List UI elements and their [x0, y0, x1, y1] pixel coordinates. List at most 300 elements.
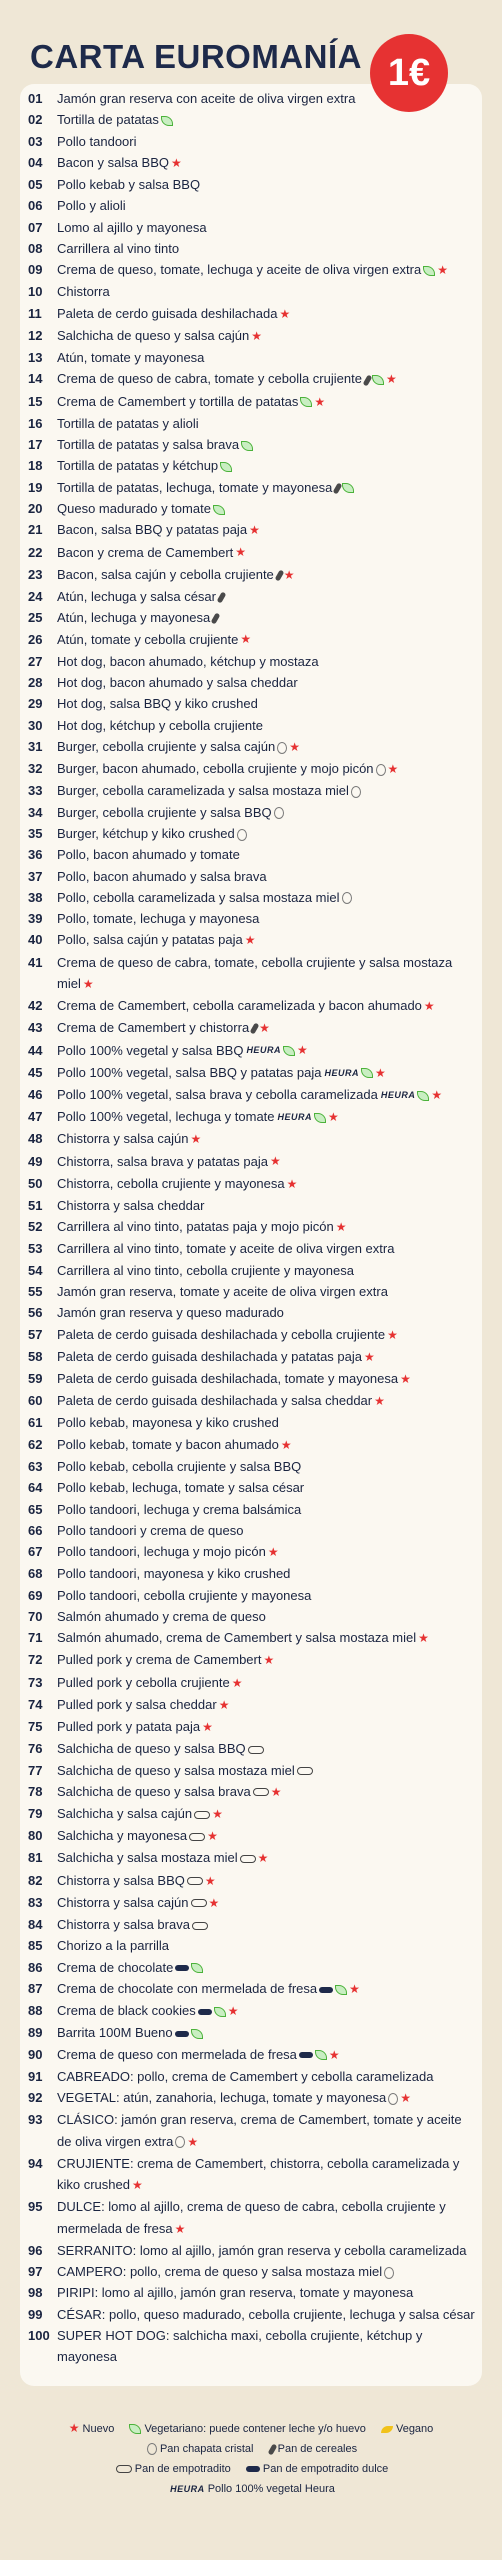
- item-label: Salmón ahumado y crema de queso: [57, 1608, 266, 1624]
- item-text: [57, 1084, 478, 1106]
- item-number: 94: [28, 2155, 43, 2171]
- item-label: Carrillera al vino tinto, tomate y aceite de oliva virgen extra: [57, 1241, 395, 1257]
- item-number: 10: [28, 284, 43, 300]
- menu-item: [28, 1084, 478, 1106]
- item-label: Crema de Camembert y tortilla de patatas: [57, 393, 299, 409]
- item-number: 51: [28, 1197, 43, 1213]
- menu-item: [28, 1892, 478, 1914]
- item-text: [57, 1195, 478, 1216]
- item-label: Chorizo a la parrilla: [57, 1938, 169, 1954]
- star-icon: ★: [68, 2421, 80, 2435]
- item-text: [57, 1173, 478, 1195]
- item-label: Carrillera al vino tinto: [57, 240, 180, 256]
- menu-item: [28, 929, 478, 951]
- bread-empotradito-icon: [191, 1899, 207, 1907]
- item-label: Tortilla de patatas y alioli: [57, 415, 199, 431]
- bread-empotradito-sweet-icon: [299, 2052, 313, 2058]
- legend-vegan-label: Vegano: [395, 2423, 434, 2435]
- menu-item: [28, 2153, 478, 2197]
- menu-item: [28, 542, 478, 564]
- item-number: 39: [28, 911, 43, 927]
- item-text: [57, 519, 478, 541]
- item-number: 92: [28, 2090, 43, 2106]
- item-number: 76: [28, 1741, 43, 1757]
- menu-item: [28, 2066, 478, 2087]
- item-label: Crema de black cookies: [57, 2003, 196, 2019]
- item-label: Pulled pork y salsa cheddar: [57, 1696, 217, 1712]
- menu-item: [28, 131, 478, 152]
- item-text: [57, 303, 478, 325]
- item-text: [57, 564, 478, 586]
- item-text: [57, 391, 478, 413]
- item-label: Chistorra y salsa cheddar: [57, 1197, 205, 1213]
- item-label: Pollo kebab, lechuga, tomate y salsa césar: [57, 1480, 305, 1496]
- leaf-icon: [241, 441, 253, 451]
- item-text: [57, 1541, 478, 1563]
- item-number: 14: [28, 371, 43, 387]
- item-number: 25: [28, 610, 43, 626]
- legend-new-label: Nuevo: [82, 2423, 115, 2435]
- item-text: [57, 88, 478, 109]
- item-label: Chistorra y salsa cajún: [57, 1131, 189, 1147]
- menu-item: [28, 477, 478, 498]
- item-label: Atún, tomate y mayonesa: [57, 350, 205, 366]
- bread-chapata-icon: [237, 829, 247, 841]
- legend-cereales: [267, 2443, 358, 2455]
- item-number: 09: [28, 262, 43, 278]
- star-icon: ★: [314, 394, 326, 409]
- item-text: [57, 1914, 478, 1935]
- item-label: Salchicha de queso y salsa cajún: [57, 327, 250, 343]
- item-label: Pollo tandoori, lechuga y crema balsámica: [57, 1501, 302, 1517]
- item-text: [57, 844, 478, 865]
- bread-cereal-icon: [333, 482, 343, 494]
- item-label: CLÁSICO: jamón gran reserva, crema de Camembert, tomate y aceite de oliva virgen extra: [57, 2112, 462, 2149]
- star-icon: ★: [231, 1675, 243, 1690]
- item-number: 97: [28, 2264, 43, 2280]
- star-icon: ★: [257, 1851, 269, 1866]
- item-text: [57, 1412, 478, 1433]
- menu-item: [28, 2000, 478, 2022]
- item-text: [57, 736, 478, 758]
- item-text: [57, 1563, 478, 1584]
- item-number: 74: [28, 1696, 43, 1712]
- item-number: 46: [28, 1086, 43, 1102]
- star-icon: ★: [423, 999, 435, 1014]
- item-text: [57, 152, 478, 174]
- menu-item: [28, 564, 478, 586]
- item-number: 77: [28, 1762, 43, 1778]
- item-label: CÉSAR: pollo, queso madurado, cebolla crujiente, lechuga y salsa césar: [57, 2306, 475, 2322]
- menu-item: [28, 1128, 478, 1150]
- item-number: 75: [28, 1719, 43, 1735]
- item-label: Crema de chocolate con mermelada de fresa: [57, 1980, 318, 1996]
- item-text: [57, 259, 478, 281]
- item-label: Chistorra: [57, 284, 110, 300]
- menu-item: [28, 2325, 478, 2368]
- item-label: Salchicha y salsa mostaza miel: [57, 1850, 238, 1866]
- item-number: 73: [28, 1674, 43, 1690]
- item-number: 02: [28, 112, 43, 128]
- item-number: 20: [28, 501, 43, 517]
- item-number: 35: [28, 825, 43, 841]
- star-icon: ★: [375, 1065, 386, 1080]
- star-icon: ★: [431, 1087, 443, 1102]
- item-label: Tortilla de patatas, lechuga, tomate y mayonesa: [57, 479, 333, 495]
- bread-chapata-icon: [342, 892, 352, 904]
- item-text: [57, 1803, 478, 1825]
- item-text: [57, 1281, 478, 1302]
- item-text: [57, 1062, 478, 1084]
- menu-item: [28, 1935, 478, 1956]
- item-label: Pollo kebab, mayonesa y kiko crushed: [57, 1415, 279, 1431]
- item-number: 70: [28, 1608, 43, 1624]
- item-text: [57, 1017, 478, 1039]
- item-label: Pollo, tomate, lechuga y mayonesa: [57, 911, 260, 927]
- item-number: 89: [28, 2025, 43, 2041]
- item-number: 05: [28, 177, 43, 193]
- leaf-icon: [423, 266, 435, 276]
- item-number: 65: [28, 1501, 43, 1517]
- item-text: [57, 2000, 478, 2022]
- item-number: 87: [28, 1980, 43, 1996]
- star-icon: ★: [418, 1631, 429, 1646]
- menu-item: [28, 1738, 478, 1759]
- item-number: 54: [28, 1262, 43, 1278]
- leaf-icon: [213, 505, 225, 515]
- star-icon: ★: [335, 1220, 347, 1235]
- star-icon: ★: [286, 1176, 298, 1191]
- item-label: Bacon y salsa BBQ: [57, 154, 169, 170]
- item-number: 37: [28, 868, 43, 884]
- item-label: SUPER HOT DOG: salchicha maxi, cebolla crujiente, kétchup y mayonesa: [57, 2328, 423, 2365]
- menu-item: [28, 413, 478, 434]
- item-text: [57, 629, 478, 651]
- star-icon: ★: [385, 372, 397, 387]
- item-number: 23: [28, 566, 43, 582]
- item-number: 38: [28, 889, 43, 905]
- star-icon: ★: [235, 545, 247, 560]
- star-icon: ★: [289, 739, 300, 754]
- item-number: 08: [28, 240, 43, 256]
- item-text: [57, 1627, 478, 1649]
- item-label: Pollo 100% vegetal, salsa BBQ y patatas paja: [57, 1064, 322, 1080]
- item-text: [57, 1368, 478, 1390]
- item-label: Chistorra y salsa cajún: [57, 1894, 189, 1910]
- item-text: [57, 434, 478, 455]
- item-number: 45: [28, 1064, 43, 1080]
- item-label: Pollo tandoori: [57, 133, 137, 149]
- menu-item: [28, 2196, 478, 2240]
- legend-empotradito-label: Pan de empotradito: [134, 2463, 231, 2475]
- menu-item: [28, 1499, 478, 1520]
- menu-item: [28, 1434, 478, 1456]
- item-text: [57, 607, 478, 628]
- star-icon: ★: [171, 155, 182, 170]
- item-number: 03: [28, 133, 43, 149]
- item-label: Pollo, bacon ahumado y tomate: [57, 847, 240, 863]
- item-text: [57, 1390, 478, 1412]
- menu-item: [28, 952, 478, 996]
- item-label: Burger, cebolla caramelizada y salsa mostaza miel: [57, 783, 349, 799]
- item-text: [57, 1238, 478, 1259]
- leaf-icon: [342, 483, 354, 493]
- item-text: [57, 952, 478, 996]
- star-icon: ★: [400, 1371, 411, 1386]
- item-text: [57, 2087, 478, 2109]
- item-label: Jamón gran reserva y queso madurado: [57, 1305, 284, 1321]
- item-number: 15: [28, 393, 43, 409]
- star-icon: ★: [187, 2134, 199, 2149]
- item-label: Pulled pork y crema de Camembert: [57, 1652, 262, 1668]
- item-text: [57, 174, 478, 195]
- bread-empotradito-icon: [192, 1922, 208, 1930]
- item-label: Burger, bacon ahumado, cebolla crujiente y mojo picón: [57, 761, 374, 777]
- item-label: Pollo kebab, tomate y bacon ahumado: [57, 1436, 279, 1452]
- star-icon: ★: [212, 1806, 223, 1821]
- menu-item: [28, 217, 478, 238]
- bread-cereal-icon: [274, 569, 284, 581]
- item-label: Carrillera al vino tinto, patatas paja y mojo picón: [57, 1219, 334, 1235]
- item-text: [57, 1151, 478, 1173]
- item-number: 40: [28, 932, 43, 948]
- bread-empotradito-icon: [194, 1811, 210, 1819]
- item-number: 66: [28, 1522, 43, 1538]
- item-number: 95: [28, 2199, 43, 2215]
- item-label: Atún, lechuga y salsa césar: [57, 588, 216, 604]
- item-text: [57, 1847, 478, 1869]
- item-label: Paleta de cerdo guisada deshilachada, tomate y mayonesa: [57, 1371, 399, 1387]
- bread-empotradito-sweet-icon: [175, 2031, 189, 2037]
- star-icon: ★: [400, 2091, 412, 2106]
- page-title: CARTA EUROMANÍA: [30, 38, 362, 75]
- item-label: Paleta de cerdo guisada deshilachada y salsa cheddar: [57, 1393, 373, 1409]
- item-number: 28: [28, 675, 43, 691]
- item-label: Chistorra, salsa brava y patatas paja: [57, 1153, 268, 1169]
- menu-item: [28, 1694, 478, 1716]
- legend-cereales-label: Pan de cereales: [277, 2443, 358, 2455]
- menu-item: [28, 1563, 478, 1584]
- item-text: [57, 2044, 478, 2066]
- star-icon: ★: [202, 1719, 213, 1734]
- item-label: Jamón gran reserva con aceite de oliva virgen extra: [57, 91, 356, 106]
- item-text: [57, 1935, 478, 1956]
- item-label: Tortilla de patatas y salsa brava: [57, 437, 240, 453]
- menu-item: [28, 1477, 478, 1498]
- item-text: [57, 1585, 478, 1606]
- item-label: Crema de queso, tomate, lechuga y aceite de oliva virgen extra: [57, 262, 422, 278]
- menu-item: [28, 238, 478, 259]
- menu-item: [28, 2087, 478, 2109]
- menu-item: [28, 1978, 478, 2000]
- item-label: Burger, cebolla crujiente y salsa cajún: [57, 738, 276, 754]
- star-icon: ★: [387, 762, 399, 777]
- legend-new: [69, 2423, 115, 2435]
- item-text: [57, 1128, 478, 1150]
- item-number: 32: [28, 761, 43, 777]
- item-label: Paleta de cerdo guisada deshilachada y patatas paja: [57, 1348, 362, 1364]
- star-icon: ★: [328, 2047, 340, 2062]
- item-number: 24: [28, 588, 43, 604]
- menu-item: [28, 455, 478, 476]
- item-number: 57: [28, 1326, 43, 1342]
- price-badge: 1€: [370, 34, 448, 112]
- heura-logo-icon: HEURA: [380, 1089, 416, 1100]
- item-number: 48: [28, 1131, 43, 1147]
- item-label: Atún, lechuga y mayonesa: [57, 610, 211, 626]
- item-text: [57, 281, 478, 302]
- item-text: [57, 651, 478, 672]
- item-text: [57, 413, 478, 434]
- item-label: Pollo, bacon ahumado y salsa brava: [57, 868, 267, 884]
- menu-item: [28, 1062, 478, 1084]
- item-number: 71: [28, 1630, 43, 1646]
- leaf-icon: [372, 375, 384, 385]
- item-text: [57, 1649, 478, 1671]
- item-label: SERRANITO: lomo al ajillo, jamón gran reserva y cebolla caramelizada: [57, 2242, 467, 2258]
- item-text: [57, 2282, 478, 2303]
- star-icon: ★: [227, 2004, 239, 2019]
- menu-item: [28, 88, 478, 109]
- star-icon: ★: [280, 1437, 292, 1452]
- menu-item: [28, 1585, 478, 1606]
- legend-chapata-label: Pan chapata cristal: [159, 2443, 254, 2455]
- star-icon: ★: [174, 2221, 186, 2236]
- item-number: 47: [28, 1109, 43, 1125]
- item-number: 43: [28, 1020, 43, 1036]
- item-label: Pollo tandoori, cebolla crujiente y mayonesa: [57, 1587, 312, 1603]
- item-label: Salchicha de queso y salsa BBQ: [57, 1741, 246, 1757]
- menu-item: [28, 1760, 478, 1781]
- star-icon: ★: [283, 567, 295, 582]
- menu-item: [28, 780, 478, 801]
- menu-item: [28, 1238, 478, 1259]
- item-label: Jamón gran reserva, tomate y aceite de oliva virgen extra: [57, 1284, 388, 1300]
- bread-empotradito-icon: [297, 1767, 313, 1775]
- item-label: DULCE: lomo al ajillo, crema de queso de cabra, cebolla crujiente y mermelada de fresa: [57, 2199, 446, 2236]
- bread-empotradito-sweet-icon: [198, 2009, 212, 2015]
- item-number: 63: [28, 1458, 43, 1474]
- item-label: Barrita 100M Bueno: [57, 2025, 173, 2041]
- item-text: [57, 1302, 478, 1323]
- item-label: VEGETAL: atún, zanahoria, lechuga, tomate y mayonesa: [57, 2090, 387, 2106]
- menu-item: [28, 651, 478, 672]
- item-number: 29: [28, 696, 43, 712]
- item-label: Salchicha de queso y salsa mostaza miel: [57, 1762, 295, 1778]
- bread-empotradito-icon: [116, 2465, 132, 2473]
- item-text: [57, 1870, 478, 1892]
- star-icon: ★: [131, 2178, 143, 2193]
- item-number: 100: [28, 2328, 50, 2344]
- item-number: 44: [28, 1042, 43, 1058]
- menu-item: [28, 736, 478, 758]
- menu-item: [28, 109, 478, 130]
- item-text: [57, 542, 478, 564]
- item-label: Pollo 100% vegetal, lechuga y tomate: [57, 1109, 275, 1125]
- menu-item: [28, 347, 478, 368]
- menu-item: [28, 152, 478, 174]
- item-text: [57, 780, 478, 801]
- bread-empotradito-icon: [240, 1855, 256, 1863]
- item-number: 78: [28, 1783, 43, 1799]
- item-text: [57, 2196, 478, 2240]
- item-number: 11: [28, 305, 42, 321]
- item-label: Pollo 100% vegetal y salsa BBQ: [57, 1042, 244, 1058]
- menu-item: [28, 908, 478, 929]
- menu-item: [28, 1106, 478, 1128]
- item-number: 41: [28, 954, 43, 970]
- menu-item: [28, 1672, 478, 1694]
- star-icon: ★: [190, 1132, 202, 1147]
- item-label: Burger, cebolla crujiente y salsa BBQ: [57, 804, 272, 820]
- item-text: [57, 802, 478, 823]
- menu-item: [28, 1368, 478, 1390]
- item-number: 36: [28, 847, 43, 863]
- menu-item: [28, 672, 478, 693]
- leaf-icon: [220, 462, 232, 472]
- item-number: 50: [28, 1175, 43, 1191]
- item-number: 99: [28, 2306, 43, 2322]
- item-text: [57, 1040, 478, 1062]
- menu-item: [28, 1627, 478, 1649]
- item-text: [57, 131, 478, 152]
- bread-empotradito-icon: [187, 1877, 203, 1885]
- item-text: [57, 2153, 478, 2197]
- item-number: 67: [28, 1544, 43, 1560]
- item-number: 93: [28, 2112, 43, 2128]
- menu-item: [28, 693, 478, 714]
- item-label: Lomo al ajillo y mayonesa: [57, 219, 207, 235]
- item-number: 90: [28, 2046, 43, 2062]
- item-label: Crema de queso de cabra, tomate y cebolla crujiente: [57, 371, 362, 387]
- item-label: Salchicha y salsa cajún: [57, 1806, 193, 1822]
- leaf-icon: [191, 1963, 203, 1973]
- item-text: [57, 498, 478, 519]
- item-number: 12: [28, 327, 43, 343]
- item-text: [57, 1738, 478, 1759]
- menu-item: [28, 303, 478, 325]
- item-label: Salchicha y mayonesa: [57, 1828, 188, 1844]
- item-text: [57, 477, 478, 498]
- legend-vegetarian-label: Vegetariano: puede contener leche y/o huevo: [144, 2423, 366, 2435]
- bread-chapata-icon: [351, 786, 361, 798]
- menu-item: [28, 844, 478, 865]
- legend-empotradito-dulce-label: Pan de empotradito dulce: [262, 2463, 389, 2475]
- bread-chapata-icon: [147, 2443, 157, 2455]
- item-number: 72: [28, 1652, 43, 1668]
- bread-chapata-icon: [384, 2267, 394, 2279]
- item-label: Bacon, salsa cajún y cebolla crujiente: [57, 566, 274, 582]
- menu-item: [28, 2109, 478, 2153]
- bread-empotradito-icon: [248, 1746, 264, 1754]
- menu-item: [28, 1281, 478, 1302]
- header: [30, 38, 362, 76]
- menu-item: [28, 1456, 478, 1477]
- star-icon: ★: [244, 933, 256, 948]
- item-text: [57, 2304, 478, 2325]
- item-number: 62: [28, 1436, 43, 1452]
- star-icon: ★: [263, 1653, 275, 1668]
- heura-logo-icon: HEURA: [324, 1067, 360, 1078]
- menu-item: [28, 2261, 478, 2282]
- menu-item: [28, 281, 478, 302]
- menu-item: [28, 1520, 478, 1541]
- bread-empotradito-icon: [253, 1788, 269, 1796]
- bread-cereal-icon: [250, 1023, 260, 1035]
- star-icon: ★: [270, 1784, 282, 1799]
- star-icon: ★: [374, 1394, 385, 1409]
- bread-chapata-icon: [388, 2093, 398, 2105]
